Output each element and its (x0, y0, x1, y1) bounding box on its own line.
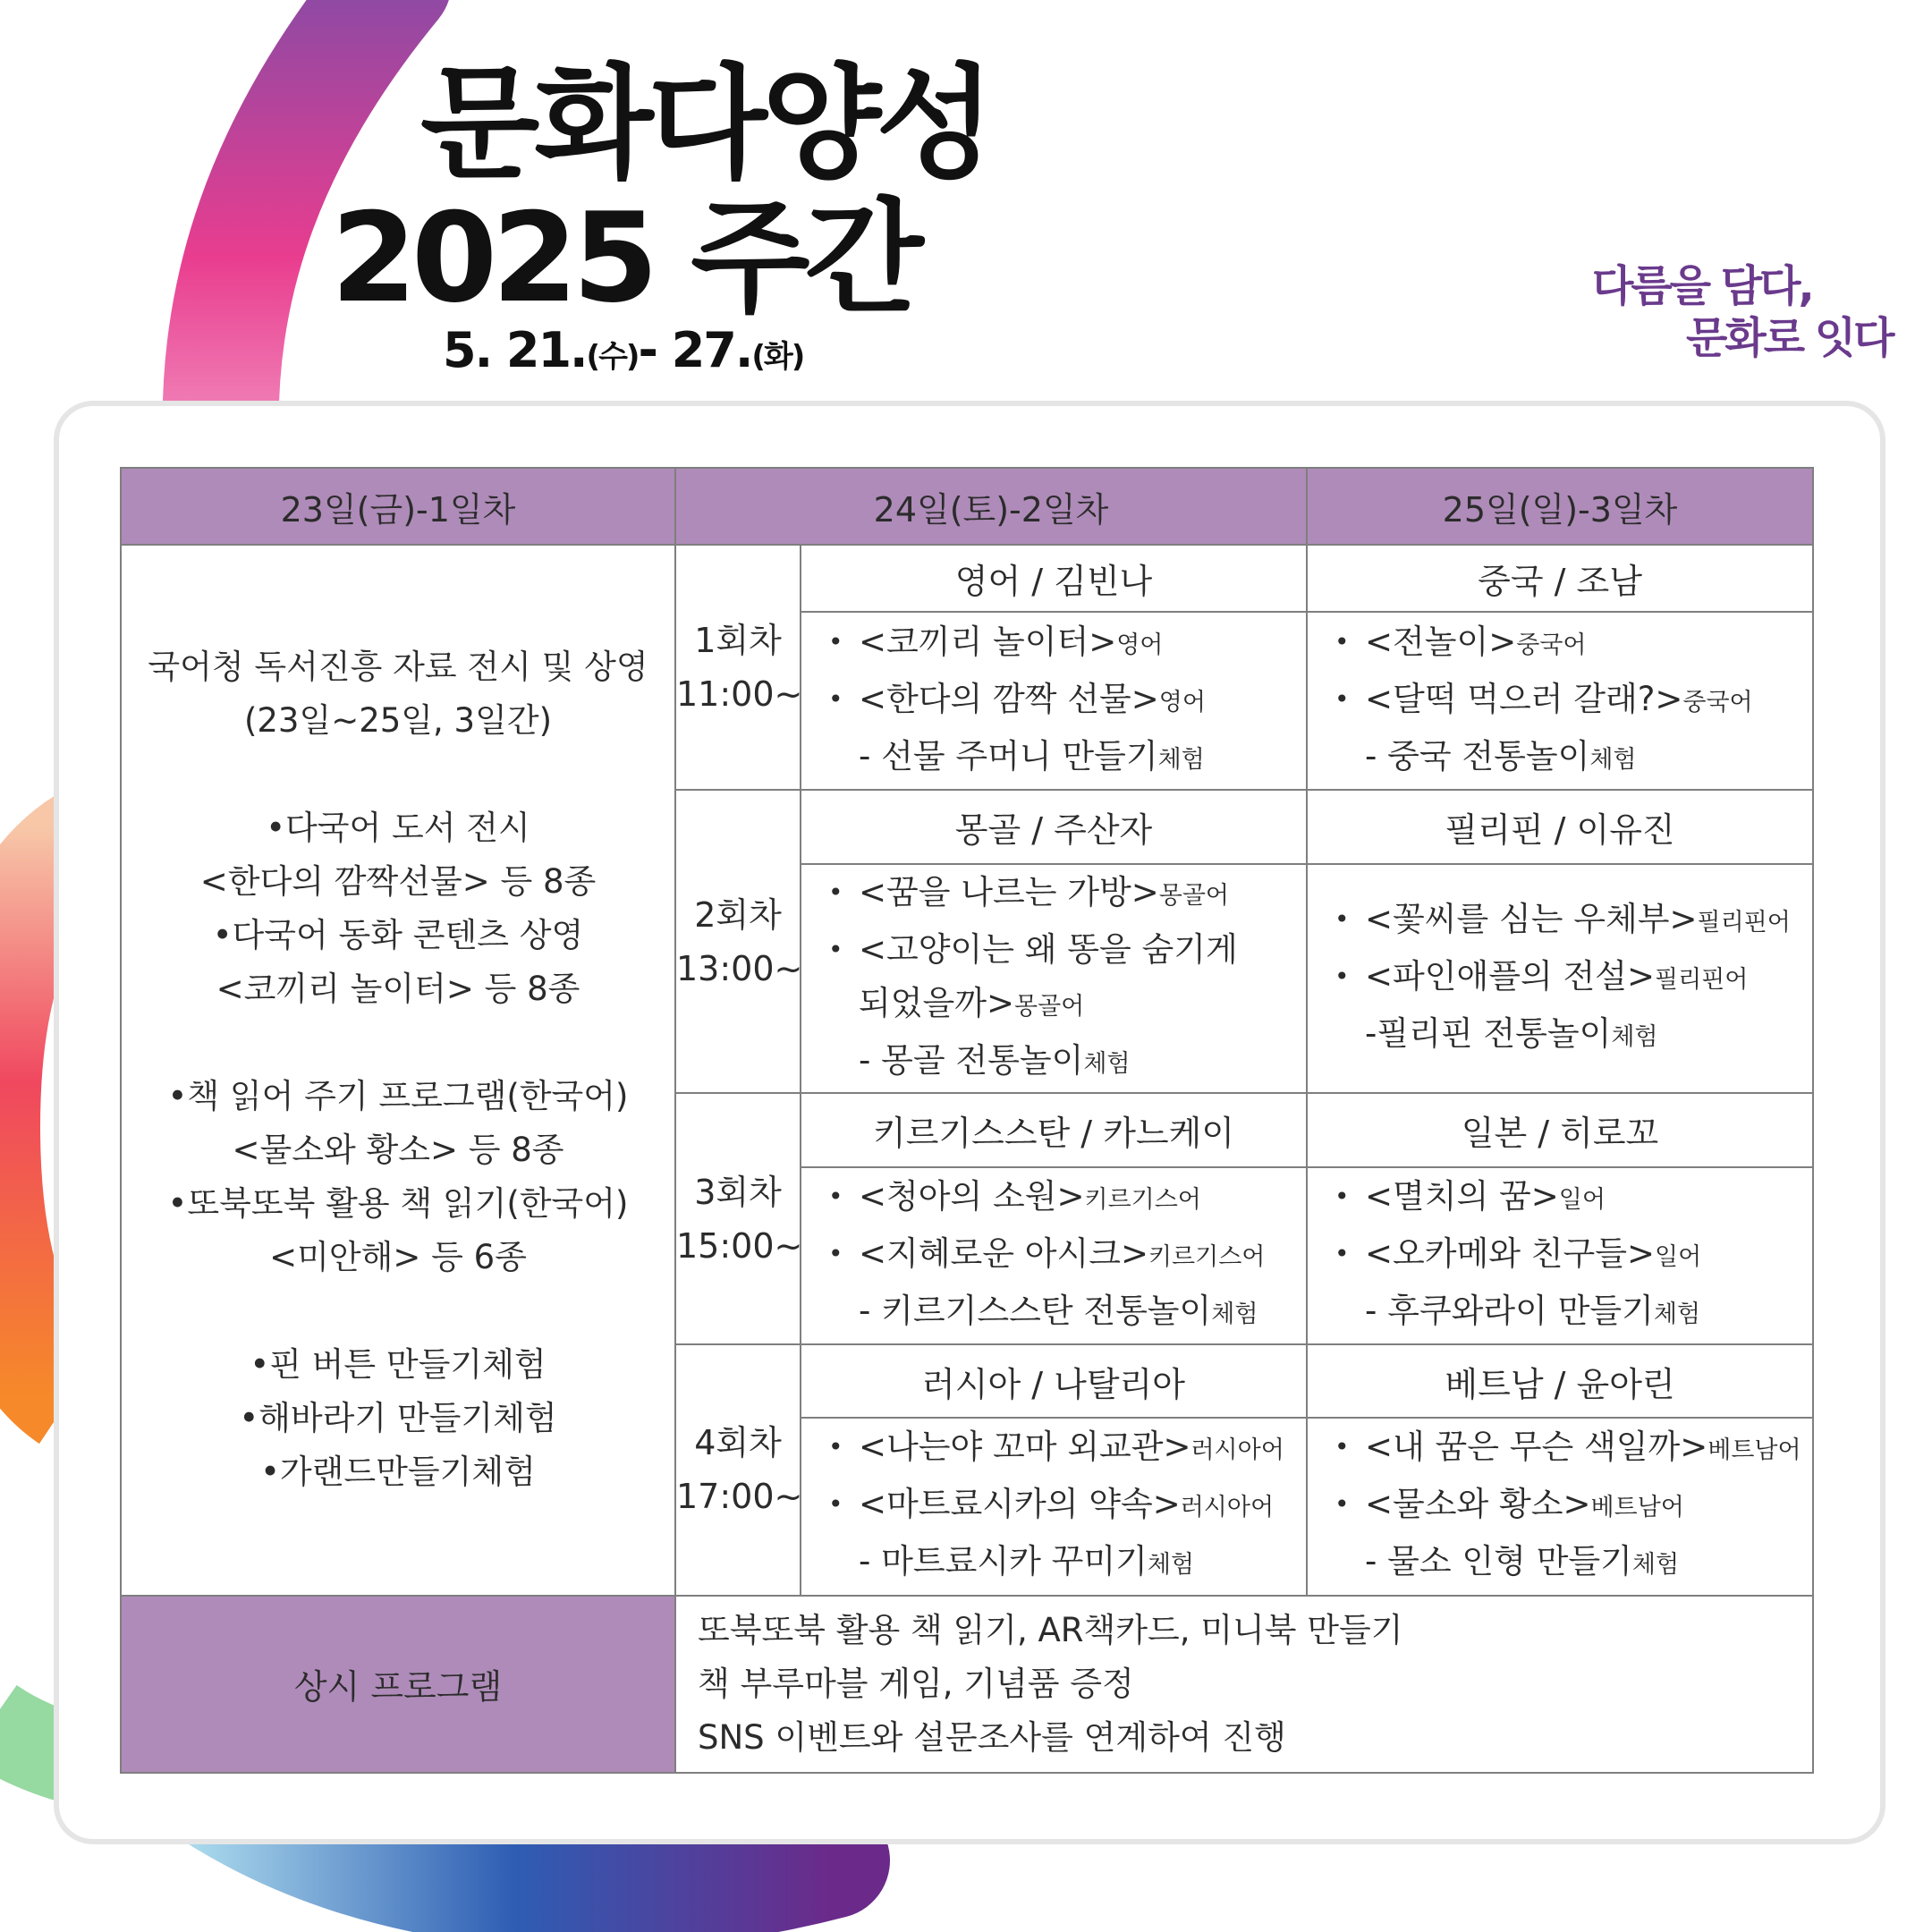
day2-header: 24일(토)-2일차 (675, 468, 1307, 545)
session1-day3-language: 중국 / 조남 (1307, 545, 1813, 612)
activity-line: - 마트료시카 꾸미기체험 (859, 1542, 1194, 1581)
list-item-continuation: 되었을까>몽골어 (859, 984, 1085, 1023)
session2-day3-books (1307, 864, 1813, 1094)
session3-day3-language: 일본 / 히로꼬 (1307, 1093, 1813, 1166)
schedule-table (120, 467, 1814, 1774)
title-week: 주간 (691, 186, 919, 330)
permanent-program-row (121, 1596, 1813, 1773)
list-item: • <지혜로운 아시크>키르기스어 (834, 1227, 1306, 1284)
list-item: • <고양이는 왜 똥을 숨기게 (834, 923, 1306, 977)
slogan-line1: 다름을 담다, (1592, 261, 1812, 311)
day1-item: •가랜드만들기체험 (260, 1453, 536, 1492)
activity-line: - 물소 인형 만들기체험 (1365, 1542, 1680, 1581)
day1-item: •핀 버튼 만들기체험 (250, 1345, 547, 1385)
session2-day2-books (801, 864, 1307, 1094)
session1-day2-books (801, 612, 1307, 789)
day1-item: <물소와 황소> 등 8종 (232, 1131, 564, 1170)
activity-line: - 키르기스스탄 전통놀이체험 (859, 1291, 1258, 1330)
day1-item: <코끼리 놀이터> 등 8종 (216, 970, 580, 1009)
session-time: 11:00~ (676, 674, 803, 714)
activity-line: - 후쿠와라이 만들기체험 (1365, 1291, 1700, 1330)
day1-item: •해바라기 만들기체험 (239, 1399, 557, 1438)
permanent-line: SNS 이벤트와 설문조사를 연계하여 진행 (698, 1717, 1286, 1757)
session4-day3-books (1307, 1418, 1813, 1595)
list-item: • <전놀이>중국어 (1340, 615, 1812, 673)
session3-label (675, 1093, 801, 1344)
session2-label (675, 790, 801, 1094)
session4-label (675, 1344, 801, 1596)
permanent-line: 책 부루마블 게임, 기념품 증정 (698, 1664, 1134, 1703)
list-item: • <내 꿈은 무슨 색일까>베트남어 (1340, 1420, 1812, 1478)
list-item: • <나는야 꼬마 외교관>러시아어 (834, 1420, 1306, 1478)
session2-day2-language: 몽골 / 주산자 (801, 790, 1307, 864)
date-start: 5. 21. (443, 322, 587, 378)
activity-line: - 중국 전통놀이체험 (1365, 736, 1637, 775)
slogan (1592, 261, 1893, 364)
session3-day3-books (1307, 1167, 1813, 1344)
list-item: • <달떡 먹으러 갈래?>중국어 (1340, 673, 1812, 730)
day-header-row (121, 468, 1813, 545)
session-time: 13:00~ (676, 948, 803, 988)
day1-item: •다국어 동화 콘텐츠 상영 (212, 916, 584, 955)
title-main: 문화다양성 (420, 52, 990, 196)
date-separator: - (638, 322, 672, 378)
session-number: 2회차 (694, 894, 782, 935)
day1-item: •또북또북 활용 책 읽기(한국어) (167, 1184, 629, 1224)
session-number: 1회차 (694, 620, 782, 660)
title-second-line (331, 186, 919, 330)
date-end-day: (화) (751, 339, 804, 375)
day1-item: <한다의 깜짝선물> 등 8종 (199, 862, 597, 902)
session2-day3-language: 필리핀 / 이유진 (1307, 790, 1813, 864)
title-year: 2025 (331, 186, 654, 330)
session-time: 17:00~ (676, 1477, 803, 1517)
session4-day2-language: 러시아 / 나탈리아 (801, 1344, 1307, 1418)
list-item: • <마트료시카의 약속>러시아어 (834, 1478, 1306, 1535)
session1-label (675, 545, 801, 790)
permanent-program-label: 상시 프로그램 (121, 1596, 675, 1773)
session4-day3-language: 베트남 / 윤아린 (1307, 1344, 1813, 1418)
list-item: • <청아의 소원>키르기스어 (834, 1170, 1306, 1227)
session-time: 15:00~ (676, 1225, 803, 1266)
list-item: • <파인애플의 전설>필리핀어 (1340, 950, 1812, 1007)
session-number: 3회차 (694, 1172, 782, 1212)
session3-day2-language: 키르기스스탄 / 카느케이 (801, 1093, 1307, 1166)
day1-header: 23일(금)-1일차 (121, 468, 675, 545)
day3-header: 25일(일)-3일차 (1307, 468, 1813, 545)
session1-day3-books (1307, 612, 1813, 789)
permanent-line: 또북또북 활용 책 읽기, AR책카드, 미니북 만들기 (698, 1610, 1403, 1649)
day1-item: •다국어 도서 전시 (266, 809, 530, 848)
day1-program-cell (121, 545, 675, 1595)
session1-day2-language: 영어 / 김빈나 (801, 545, 1307, 612)
day1-intro-period: (23일~25일, 3일간) (243, 701, 553, 741)
session1-head-row (121, 545, 1813, 612)
list-item: • <멸치의 꿈>일어 (1340, 1170, 1812, 1227)
date-end: 27. (671, 322, 752, 378)
list-item: • <물소와 황소>베트남어 (1340, 1478, 1812, 1535)
activity-line: -필리핀 전통놀이체험 (1365, 1014, 1658, 1054)
date-start-day: (수) (586, 339, 639, 375)
list-item: • <오카메와 친구들>일어 (1340, 1227, 1812, 1284)
activity-line: - 몽골 전통놀이체험 (859, 1041, 1131, 1080)
list-item: • <코끼리 놀이터>영어 (834, 615, 1306, 673)
day1-intro: 국어청 독서진흥 자료 전시 및 상영 (148, 648, 648, 687)
session-number: 4회차 (694, 1423, 782, 1463)
event-dates (443, 322, 803, 378)
day1-item: <미안해> 등 6종 (269, 1238, 527, 1277)
session4-day2-books (801, 1418, 1307, 1595)
day1-item: •책 읽어 주기 프로그램(한국어) (167, 1077, 629, 1116)
list-item: • <한다의 깜짝 선물>영어 (834, 673, 1306, 730)
permanent-program-details (675, 1596, 1813, 1773)
session3-day2-books (801, 1167, 1307, 1344)
list-item: • <꿈을 나르는 가방>몽골어 (834, 866, 1306, 923)
activity-line: - 선물 주머니 만들기체험 (859, 736, 1205, 775)
list-item: • <꽃씨를 심는 우체부>필리핀어 (1340, 893, 1812, 950)
slogan-line2: 문화로 잇다 (1686, 312, 1893, 363)
